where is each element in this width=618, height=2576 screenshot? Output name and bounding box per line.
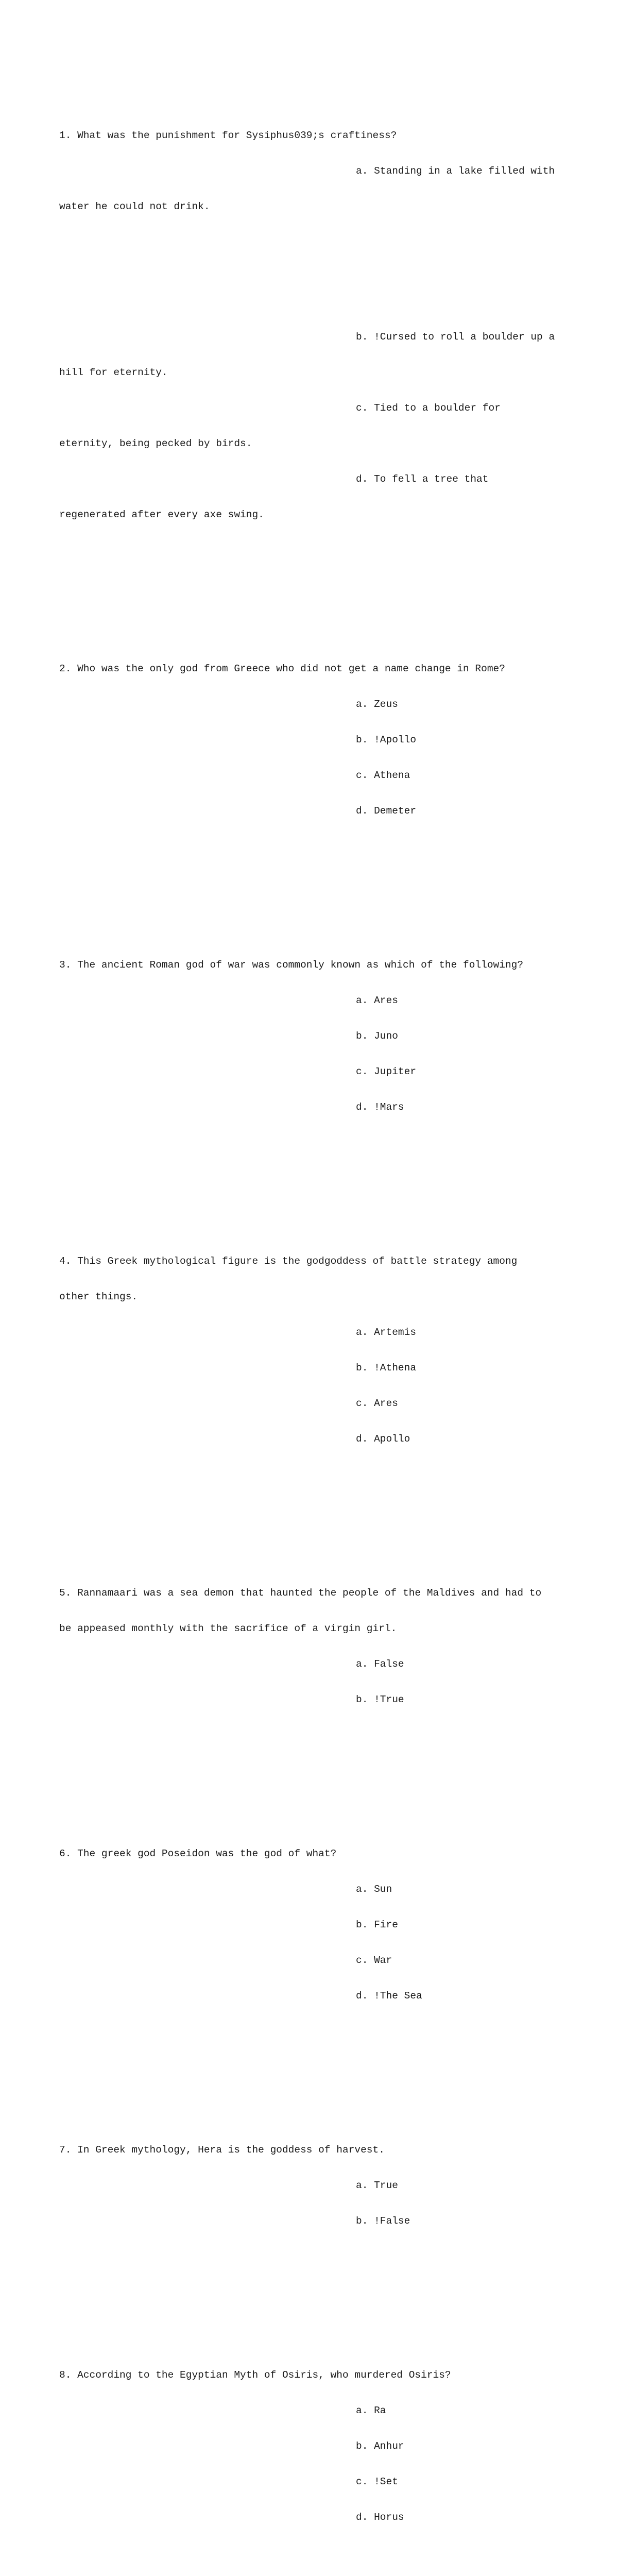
option-d: d. Demeter <box>356 805 417 817</box>
question-8 <box>59 2346 555 2547</box>
option-b: b. !False <box>356 2215 410 2227</box>
option-b: b. !Athena <box>356 1362 417 1374</box>
option-a: a. Artemis <box>356 1327 417 1338</box>
option-d: d. Horus <box>356 2512 404 2523</box>
option-d: d. !The Sea <box>356 1990 422 2002</box>
option-a: a. False <box>356 1658 404 1670</box>
option-c: c. War <box>356 1955 392 1966</box>
question-4 <box>59 1232 555 1469</box>
option-d: d. Apollo <box>356 1433 410 1445</box>
option-b: b. Anhur <box>356 2441 404 2452</box>
option-a: a. Sun <box>356 1884 392 1895</box>
option-a: a. Zeus <box>356 699 398 710</box>
option-d: d. To fell a tree that <box>356 473 489 485</box>
question-stem: 7. In Greek mythology, Hera is the goddess of harvest. <box>59 2144 385 2156</box>
quiz-document <box>59 59 555 2576</box>
option-b: b. Fire <box>356 1919 398 1930</box>
question-1 <box>59 106 555 248</box>
question-3 <box>59 936 555 1137</box>
question-stem-continuation: other things. <box>59 1291 138 1302</box>
question-7 <box>59 2121 555 2251</box>
question-stem: 6. The greek god Poseidon was the god of what? <box>59 1848 337 1859</box>
option-d: d. !Mars <box>356 1101 404 1113</box>
option-a: a. Standing in a lake filled with <box>356 165 555 177</box>
option-c: c. Jupiter <box>356 1066 417 1077</box>
option-a: a. Ares <box>356 995 398 1006</box>
question-stem: 4. This Greek mythological figure is the godgoddess of battle strategy among <box>59 1256 518 1267</box>
option-c: c. Ares <box>356 1398 398 1409</box>
option-a: a. True <box>356 2180 398 2191</box>
question-stem: 3. The ancient Roman god of war was commonly known as which of the following? <box>59 959 524 971</box>
option-d-continuation: regenerated after every axe swing. <box>59 509 264 520</box>
question-2 <box>59 639 555 841</box>
question-6 <box>59 1824 555 2026</box>
option-c: c. !Set <box>356 2476 398 2487</box>
option-a: a. Ra <box>356 2405 386 2416</box>
option-b: b. !Apollo <box>356 734 417 745</box>
question-5 <box>59 1564 555 1730</box>
option-a-continuation: water he could not drink. <box>59 201 210 212</box>
option-b: b. !True <box>356 1694 404 1705</box>
question-stem-continuation: be appeased monthly with the sacrifice of a virgin girl. <box>59 1623 397 1634</box>
option-b: b. !Cursed to roll a boulder up a <box>356 331 555 343</box>
option-b: b. Juno <box>356 1030 398 1042</box>
option-c: c. Tied to a boulder for <box>356 402 501 414</box>
question-1-rest <box>59 308 555 545</box>
question-stem: 5. Rannamaari was a sea demon that haunted the people of the Maldives and had to <box>59 1587 542 1599</box>
question-stem: 2. Who was the only god from Greece who did not get a name change in Rome? <box>59 663 505 674</box>
option-c: c. Athena <box>356 770 410 781</box>
option-b-continuation: hill for eternity. <box>59 367 168 378</box>
option-c-continuation: eternity, being pecked by birds. <box>59 438 252 449</box>
question-stem: 8. According to the Egyptian Myth of Osiris, who murdered Osiris? <box>59 2369 451 2381</box>
question-stem: 1. What was the punishment for Sysiphus039;s craftiness? <box>59 130 397 141</box>
